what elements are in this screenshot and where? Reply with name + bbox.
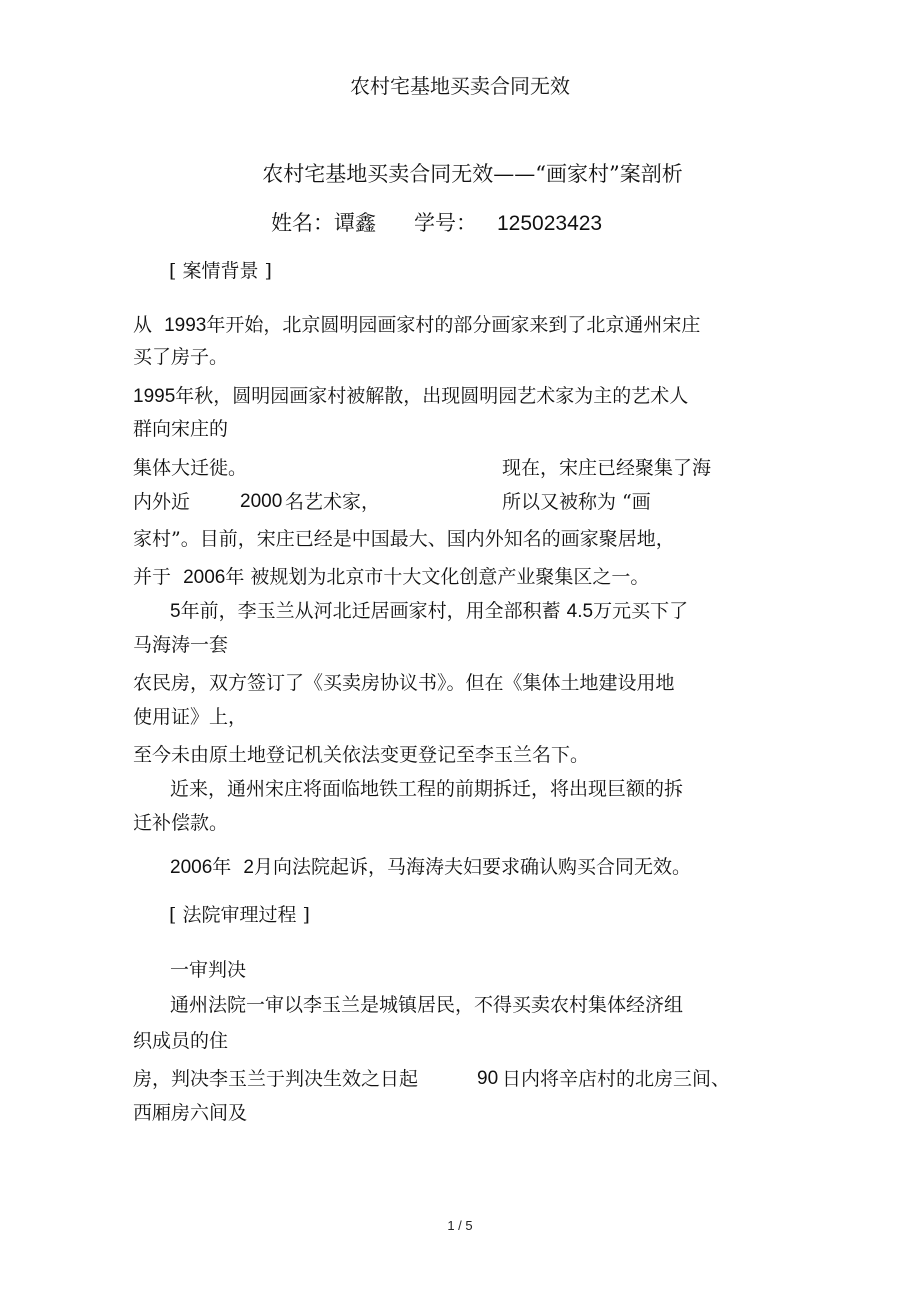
paragraph-line: 西厢房六间及 [133,1102,248,1124]
text-run: 万元买下了 [593,600,689,622]
paragraph-line: 群向宋庄的 [133,418,229,440]
text-run: 年开始，北京圆明园画家村的部分画家来到了北京通州宋庄 [206,314,701,336]
text-run: 从 [133,314,153,336]
page-header-title: 农村宅基地买卖合同无效 [350,74,570,98]
paragraph-line: 名艺术家， [285,491,381,513]
text-run: 1995 [133,386,176,407]
section-heading-process: [ 法院审理过程 ] [169,904,310,926]
paragraph-line: 家村”。目前，宋庄已经是中国最大、国内外知名的画家聚居地， [133,528,675,550]
paragraph-line: 通州法院一审以李玉兰是城镇居民，不得买卖农村集体经济组 [170,994,684,1016]
paragraph-line [133,313,700,338]
section-heading-background: [ 案情背景 ] [169,260,272,282]
author-info [271,211,602,236]
paragraph-line: 现在，宋庄已经聚集了海 [502,457,712,479]
document-subtitle: 农村宅基地买卖合同无效——“画家村”案剖析 [262,162,683,186]
paragraph-line: 近来，通州宋庄将面临地铁工程的前期拆迁，将出现巨额的拆 [170,778,684,800]
paragraph-line: 集体大迁徙。 [133,457,248,479]
text-run: 月向法院起诉，马海涛夫妇要求确认购买合同无效。 [253,856,691,878]
student-id-label: 学号： [414,211,477,235]
paragraph-line [170,855,691,880]
author-name: 姓名：谭鑫 [271,211,376,235]
paragraph-line: 织成员的住 [133,1030,229,1052]
paragraph-line: 农民房，双方签订了《买卖房协议书》。但在《集体土地建设用地 [133,672,675,694]
text-run: 4.5 [566,601,594,622]
text-run: 1993 [164,315,207,336]
subsection-heading-first-trial: 一审判决 [170,959,247,981]
paragraph-line: 迁补偿款。 [133,812,229,834]
paragraph-line: 所以又被称为 “画 [502,491,651,513]
paragraph-line: 马海涛一套 [133,634,229,656]
paragraph-line [170,599,688,624]
paragraph-line: 90 [477,1068,499,1089]
student-id-value: 125023423 [497,212,603,235]
text-run: 2 [243,857,254,878]
paragraph-line: 日内将辛店村的北房三间、 [502,1068,731,1090]
text-run: 年 [212,856,232,878]
paragraph-line: 使用证》上， [133,706,248,728]
page-number: 1 / 5 [447,1218,473,1233]
text-run: 5 [170,601,181,622]
paragraph-line: 内外近 [133,491,191,513]
paragraph-line [133,565,649,590]
text-run: 2006 [170,857,213,878]
text-run: 年秋，圆明园画家村被解散，出现圆明园艺术家为主的艺术人 [175,385,689,407]
paragraph-line: 房，判决李玉兰于判决生效之日起 [133,1068,419,1090]
text-run: 并于 [133,566,172,588]
text-run: 年前，李玉兰从河北迁居画家村，用全部积蓄 [180,600,561,622]
paragraph-line: 买了房子。 [133,346,229,368]
paragraph-line: 至今未由原土地登记机关依法变更登记至李玉兰名下。 [133,744,590,766]
text-run: 年 被规划为北京市十大文化创意产业聚集区之一。 [225,566,650,588]
paragraph-line: 2000 [240,491,283,512]
paragraph-line [133,384,688,409]
text-run: 2006 [183,567,226,588]
